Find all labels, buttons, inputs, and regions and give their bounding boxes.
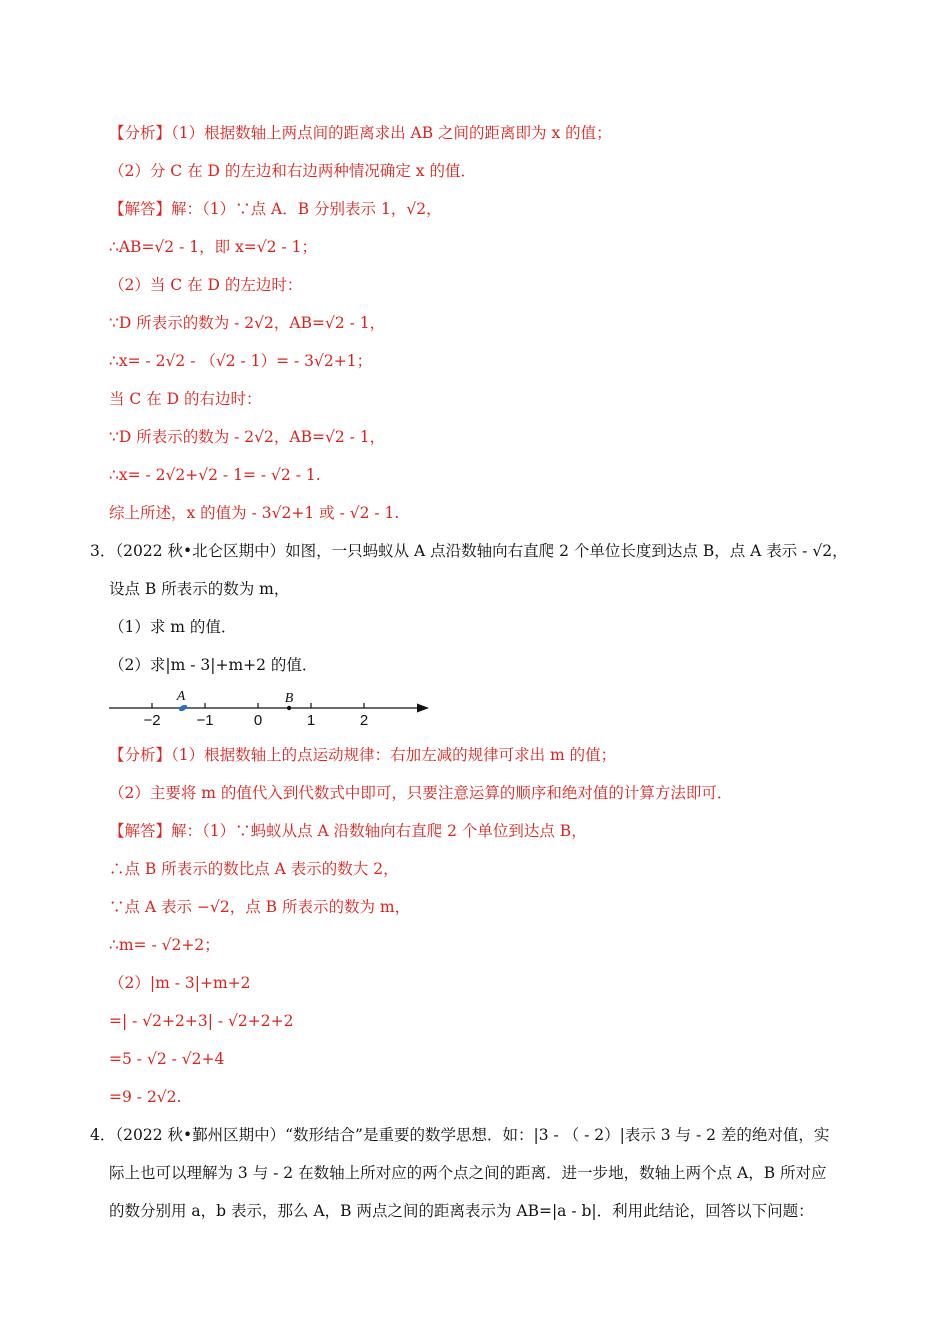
point-a-marker (178, 703, 188, 712)
q3-solution-line-6: =| - √2+2+3| - √2+2+2 (109, 1012, 294, 1030)
q3-analysis-line-2: （2）主要将 m 的值代入到代数式中即可，只要注意运算的顺序和绝对值的计算方法即可． (109, 784, 733, 802)
solution-line-3: （2）当 C 在 D 的左边时： (109, 276, 303, 294)
tick-label: −2 (143, 712, 161, 729)
tick-label: 0 (253, 712, 263, 729)
point-a-label: A (176, 689, 186, 704)
solution-line-7: ∵D 所表示的数为 - 2√2，AB=√2 - 1， (109, 428, 386, 446)
q3-solution-line-7: =5 - √2 - √2+4 (109, 1050, 225, 1068)
question-4-stem-cont-2: 的数分别用 a，b 表示，那么 A，B 两点之间的距离表示为 AB=|a - b|．利用此结论，回答以下问题： (109, 1202, 814, 1220)
solution-line-6: 当 C 在 D 的右边时： (109, 390, 262, 408)
question-3-stem: 3．（2022 秋•北仑区期中）如图，一只蚂蚁从 A 点沿数轴向右直爬 2 个单位长度到达点 B，点 A 表示 - √2， (90, 542, 848, 560)
q3-solution-line-8: =9 - 2√2. (109, 1088, 182, 1106)
question-4-stem: 4．（2022 秋•鄞州区期中）“数形结合”是重要的数学思想．如：|3 - （ - 2）|表示 3 与 - 2 差的绝对值，实 (90, 1126, 830, 1144)
question-3-stem-cont: 设点 B 所表示的数为 m， (109, 580, 290, 598)
point-b-label: B (284, 691, 294, 706)
q3-solution-line-4: ∴m= - √2+2； (109, 936, 220, 954)
q3-solution-line-1: 【解答】解：（1）∵蚂蚁从点 A 沿数轴向右直爬 2 个单位到达点 B， (109, 822, 587, 840)
q3-analysis-line-1: 【分析】（1）根据数轴上的点运动规律：右加左减的规律可求出 m 的值； (109, 746, 617, 764)
tick-label: −1 (196, 712, 214, 729)
analysis-line-1: 【分析】（1）根据数轴上两点间的距离求出 AB 之间的距离即为 x 的值； (109, 124, 612, 142)
analysis-line-2: （2）分 C 在 D 的左边和右边两种情况确定 x 的值． (109, 162, 476, 180)
solution-line-5: ∴x= - 2√2 - （√2 - 1）= - 3√2+1； (109, 352, 373, 370)
solution-line-1: 【解答】解：（1）∵点 A．B 分别表示 1，√2， (109, 200, 442, 218)
q3-solution-line-3: ∵点 A 表示 −√2，点 B 所表示的数为 m， (109, 898, 411, 916)
question-3-part-2: （2）求|m - 3|+m+2 的值． (109, 656, 318, 674)
point-b-marker (287, 706, 291, 710)
question-4-stem-cont-1: 际上也可以理解为 3 与 - 2 在数轴上所对应的两个点之间的距离．进一步地，数轴上两个点 A，B 所对应 (109, 1164, 827, 1182)
q3-solution-line-2: ∴点 B 所表示的数比点 A 表示的数大 2， (109, 860, 399, 878)
solution-line-2: ∴AB=√2 - 1，即 x=√2 - 1； (109, 238, 317, 256)
arrow-head-icon (417, 704, 429, 713)
number-line-figure (105, 684, 435, 734)
question-3-part-1: （1）求 m 的值． (109, 618, 237, 636)
solution-line-4: ∵D 所表示的数为 - 2√2，AB=√2 - 1， (109, 314, 386, 332)
solution-conclusion: 综上所述，x 的值为 - 3√2+1 或 - √2 - 1. (109, 504, 400, 522)
solution-line-8: ∴x= - 2√2+√2 - 1= - √2 - 1. (109, 466, 321, 484)
q3-solution-line-5: （2）|m - 3|+m+2 (109, 974, 251, 992)
tick-label: 2 (359, 712, 369, 729)
tick-label: 1 (306, 712, 316, 729)
